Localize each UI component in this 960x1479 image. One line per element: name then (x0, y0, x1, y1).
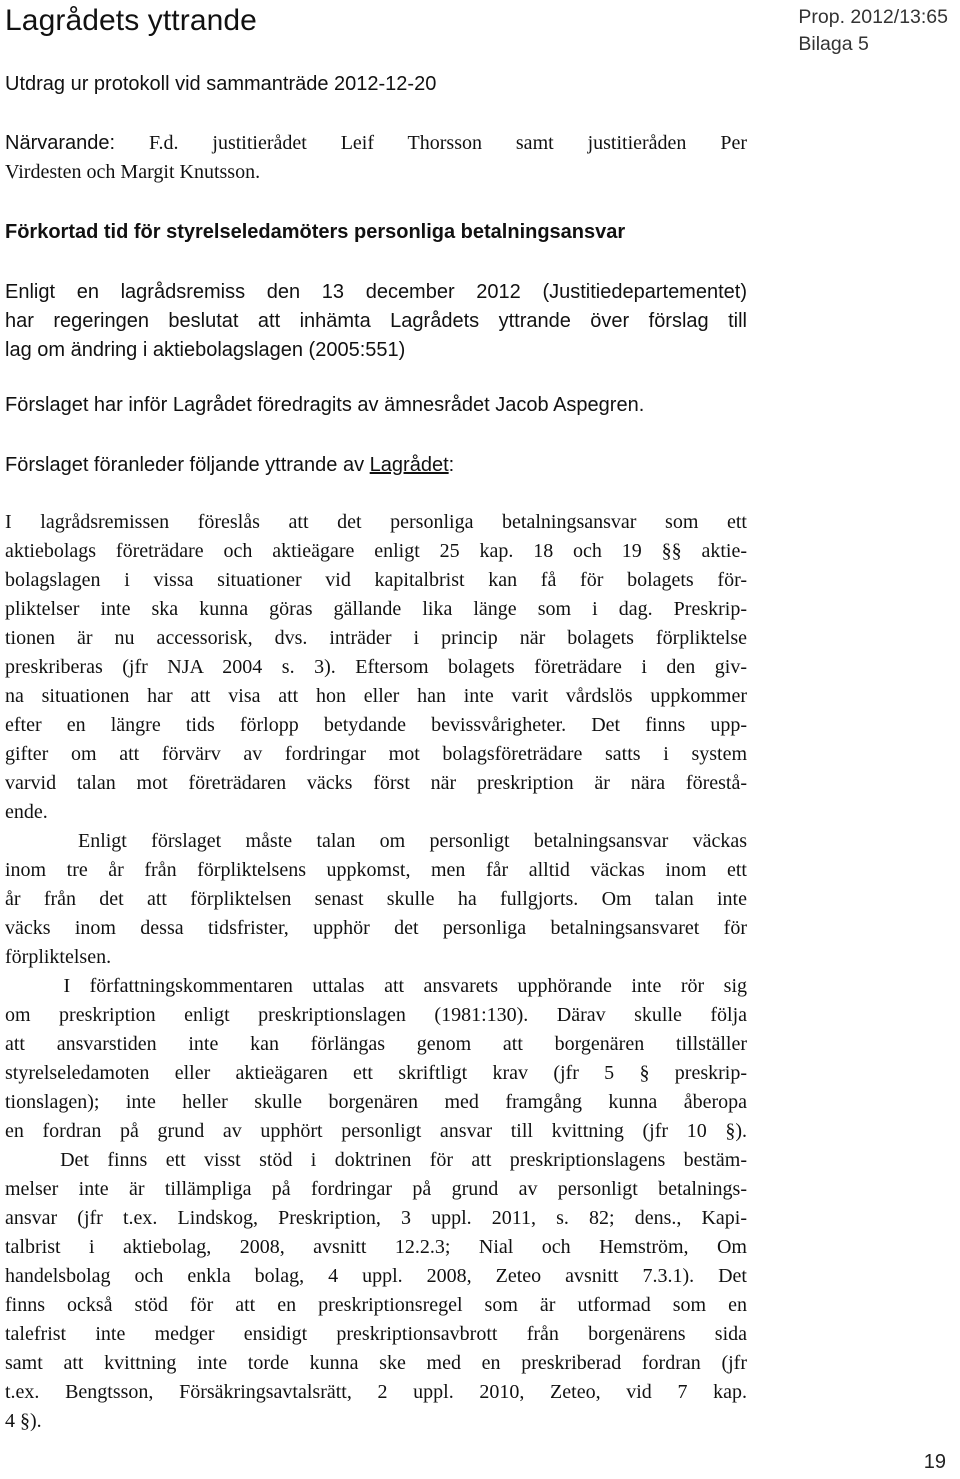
body-line: bolagslagen i vissa situationer vid kapitalbrist kan få för bolagets för- (5, 569, 747, 591)
body-line: år från det att förpliktelsen senast skulle ha fullgjorts. Om talan inte (5, 888, 747, 910)
body-line: ansvar (jfr t.ex. Lindskog, Preskription, 3 uppl. 2011, s. 82; dens., Kapi- (5, 1207, 747, 1229)
page-number: 19 (923, 1451, 946, 1473)
body-line: na situationen har att visa att hon eller han inte varit vårdslös uppkommer (5, 685, 747, 707)
body-line: styrelseledamoten eller aktieägaren ett skriftligt krav (jfr 5 § preskrip- (5, 1062, 747, 1084)
page-title: Lagrådets yttrande (5, 4, 257, 37)
body-line: efter en längre tids förlopp betydande bevissvårigheter. Det finns upp- (5, 714, 747, 736)
body-line: tionslagen); inte heller skulle borgenären med framgång kunna åberopa (5, 1091, 747, 1113)
intro-line: lag om ändring i aktiebolagslagen (2005:551) (5, 339, 406, 361)
intro-paragraph (5, 278, 747, 365)
body-line: tionen är nu accessorisk, dvs. inträder i princip när bolagets förpliktelse (5, 627, 747, 649)
body-line: pliktelser inte ska kunna göras gällande lika länge som i dag. Preskrip- (5, 598, 747, 620)
body-line: I författningskommentaren uttalas att ansvarets upphörande inte rör sig (5, 975, 747, 997)
body-line: handelsbolag och enkla bolag, 4 uppl. 2008, Zeteo avsnitt 7.3.1). Det (5, 1265, 747, 1287)
intro-line: har regeringen beslutat att inhämta Lagrådets yttrande över förslag till (5, 310, 747, 332)
body-line: gifter om att förvärv av fordringar mot bolagsföreträdare satts i system (5, 743, 747, 765)
body-line: talefrist inte medger ensidigt preskriptionsavbrott från borgenärens sida (5, 1323, 747, 1345)
body-line: förpliktelsen. (5, 946, 112, 968)
present-line-2: Virdesten och Margit Knutsson. (5, 161, 261, 183)
body-line: att ansvarstiden inte kan förlängas genom att borgenären tillställer (5, 1033, 747, 1055)
lagradet-link[interactable]: Lagrådet (369, 454, 449, 476)
statement-intro-text: Förslaget föranleder följande yttrande av (5, 454, 370, 476)
body-line: samt att kvittning inte torde kunna ske med en preskriberad fordran (jfr (5, 1352, 747, 1374)
body-line: t.ex. Bengtsson, Försäkringsavtalsrätt, 2 uppl. 2010, Zeteo, vid 7 kap. (5, 1381, 747, 1403)
body-line: en fordran på grund av upphört personligt ansvar till kvittning (jfr 10 §). (5, 1120, 747, 1142)
present-names: F.d. justitierådet Leif Thorsson samt justitieråden Per (148, 132, 747, 154)
presented-by-line: Förslaget har inför Lagrådet föredragits av ämnesrådet Jacob Aspegren. (5, 394, 645, 416)
body-line: aktiebolags företrädare och aktieägare enligt 25 kap. 18 och 19 §§ aktie- (5, 540, 747, 562)
body-line: inom tre år från förpliktelsens uppkomst, men får alltid väckas inom ett (5, 859, 747, 881)
body-line: ende. (5, 801, 48, 823)
present-line-1 (5, 129, 747, 158)
body-line: melser inte är tillämpliga på fordringar på grund av personligt betalnings- (5, 1178, 747, 1200)
body-line: I lagrådsremissen föreslås att det personliga betalningsansvar som ett (5, 511, 747, 533)
body-line: 4 §). (5, 1410, 42, 1432)
body-line: väcks inom dessa tidsfrister, upphör det personliga betalningsansvaret för (5, 917, 747, 939)
body-line: om preskription enligt preskriptionslagen (1981:130). Därav skulle följa (5, 1004, 747, 1026)
body-line: Det finns ett visst stöd i doktrinen för att preskriptionslagens bestäm- (5, 1149, 747, 1171)
intro-line: Enligt en lagrådsremiss den 13 december 2012 (Justitiedepartementet) (5, 281, 747, 303)
body-line: talbrist i aktiebolag, 2008, avsnitt 12.2.3; Nial och Hemström, Om (5, 1236, 747, 1258)
statement-intro (5, 451, 454, 480)
appendix-label: Bilaga 5 (798, 33, 869, 55)
protocol-line: Utdrag ur protokoll vid sammanträde 2012-12-20 (5, 73, 437, 95)
body-line: preskriberas (jfr NJA 2004 s. 3). Eftersom bolagets företrädare i den giv- (5, 656, 747, 678)
statement-intro-colon: : (448, 454, 455, 476)
statement-body (5, 508, 747, 1436)
section-heading: Förkortad tid för styrelseledamöters personliga betalningsansvar (5, 221, 626, 243)
body-line: Enligt förslaget måste talan om personligt betalningsansvar väckas (5, 830, 747, 852)
body-line: finns också stöd för att en preskriptionsregel som är utformad som en (5, 1294, 747, 1316)
present-label: Närvarande: (5, 132, 116, 154)
proposition-reference (798, 4, 948, 58)
present-members (5, 129, 747, 187)
prop-number: Prop. 2012/13:65 (798, 6, 948, 28)
body-line: varvid talan mot företrädaren väcks först när preskription är nära förestå- (5, 772, 747, 794)
